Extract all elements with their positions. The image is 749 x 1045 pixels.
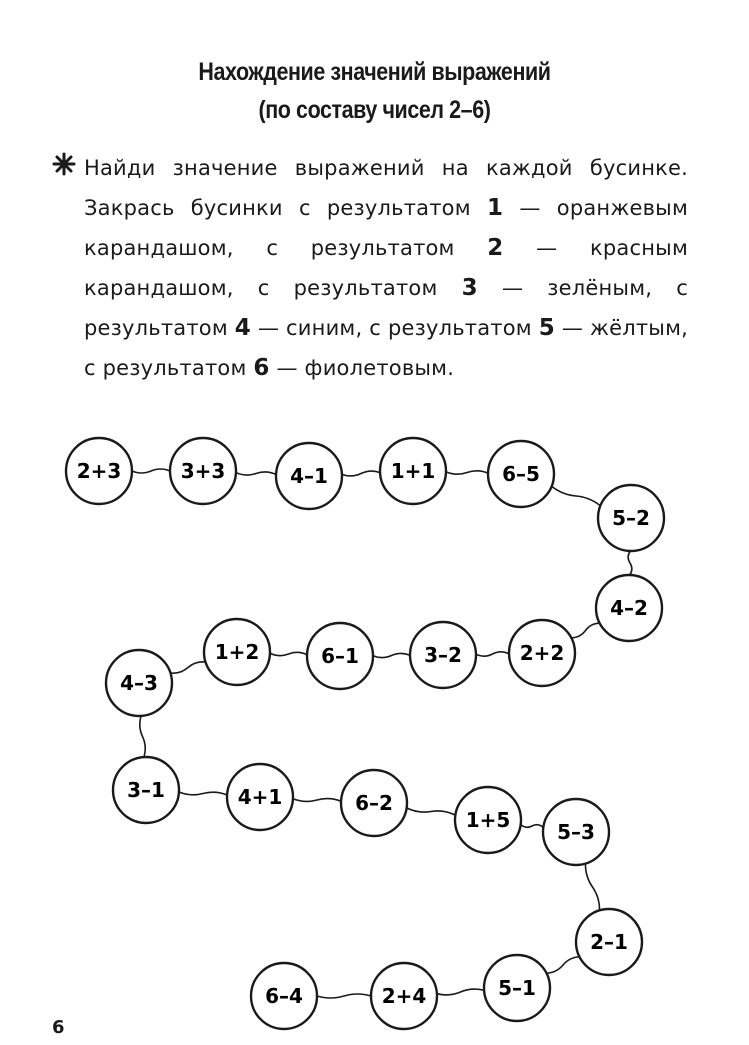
bead-string xyxy=(270,652,307,655)
bead-13[interactable] xyxy=(113,757,179,823)
bead-string xyxy=(140,716,145,757)
bead-20[interactable] xyxy=(371,963,437,1029)
result-2: 2 xyxy=(487,235,504,261)
bead-expression: 6–1 xyxy=(321,644,359,668)
bead-expression: 1+2 xyxy=(214,640,260,664)
bead-9[interactable] xyxy=(410,622,476,688)
page-title: Нахождение значений выражений xyxy=(198,58,551,86)
bead-7[interactable] xyxy=(596,575,662,641)
bead-string xyxy=(236,472,276,475)
bead-2[interactable] xyxy=(170,438,236,504)
bead-expression: 4–1 xyxy=(290,464,328,488)
bead-expression: 3–1 xyxy=(127,778,165,802)
bead-string xyxy=(373,653,410,657)
bead-16[interactable] xyxy=(455,787,521,853)
bead-string xyxy=(585,864,599,911)
page-number: 6 xyxy=(52,1017,65,1038)
bead-21[interactable] xyxy=(251,963,317,1029)
result-5: 5 xyxy=(538,315,555,341)
task-text: Найди значение выражений на каждой бусинке. Закрась бусинки с результатом 1 — оранжевым карандашом, с результатом 2 — красным карандашом, с результатом 3 — зелёным, с результатом 4 — синим, с результатом 5 — жёлтым, с результатом 6 — фиолетовым. xyxy=(84,156,688,381)
bead-string xyxy=(132,469,170,473)
bead-17[interactable] xyxy=(543,799,609,865)
bead-string xyxy=(571,623,599,638)
bead-string xyxy=(446,471,488,474)
bead-18[interactable] xyxy=(576,909,642,975)
bead-expression: 3–2 xyxy=(424,643,462,667)
bead-string xyxy=(552,486,601,505)
bead-expression: 6–4 xyxy=(265,984,303,1008)
bead-11[interactable] xyxy=(204,619,270,685)
bead-expression: 2+2 xyxy=(519,641,565,665)
bead-string xyxy=(179,792,227,795)
bead-10[interactable] xyxy=(307,623,373,689)
bead-6[interactable] xyxy=(598,485,664,551)
bead-string xyxy=(342,471,380,476)
bead-15[interactable] xyxy=(341,770,407,836)
bead-string xyxy=(170,662,205,673)
bead-expression: 3+3 xyxy=(180,459,226,483)
bead-1[interactable] xyxy=(66,438,132,504)
bead-expression: 6–2 xyxy=(355,791,393,815)
bead-string xyxy=(521,824,544,827)
bead-expression: 1+5 xyxy=(465,808,511,832)
result-3: 3 xyxy=(461,275,478,301)
bead-string xyxy=(476,652,509,656)
bead-expression: 6–5 xyxy=(502,462,540,486)
bead-string xyxy=(317,994,371,998)
bead-string xyxy=(628,551,632,575)
bead-expression: 4–3 xyxy=(120,671,158,695)
bead-4[interactable] xyxy=(380,438,446,504)
bead-expression: 4–2 xyxy=(610,596,648,620)
bead-14[interactable] xyxy=(227,764,293,830)
bead-expression: 1+1 xyxy=(390,459,436,483)
bead-string xyxy=(407,808,456,815)
bead-12[interactable] xyxy=(106,650,172,716)
bead-string xyxy=(547,957,580,973)
bead-expression: 2+4 xyxy=(381,984,427,1008)
bead-3[interactable] xyxy=(276,443,342,509)
bead-19[interactable] xyxy=(484,955,550,1021)
bead-string xyxy=(437,989,484,995)
bead-expression: 5–3 xyxy=(557,820,595,844)
bead-8[interactable] xyxy=(509,620,575,686)
bead-5[interactable] xyxy=(488,441,554,507)
page-subtitle: (по составу чисел 2–6) xyxy=(258,96,491,124)
result-1: 1 xyxy=(486,195,504,221)
bead-string xyxy=(293,799,341,802)
bead-expression: 2+3 xyxy=(76,459,122,483)
result-6: 6 xyxy=(253,355,270,381)
result-4: 4 xyxy=(234,315,252,341)
bead-expression: 4+1 xyxy=(237,785,283,809)
bead-expression: 5–2 xyxy=(612,506,650,530)
bead-expression: 5–1 xyxy=(498,976,536,1000)
bead-expression: 2–1 xyxy=(590,930,628,954)
